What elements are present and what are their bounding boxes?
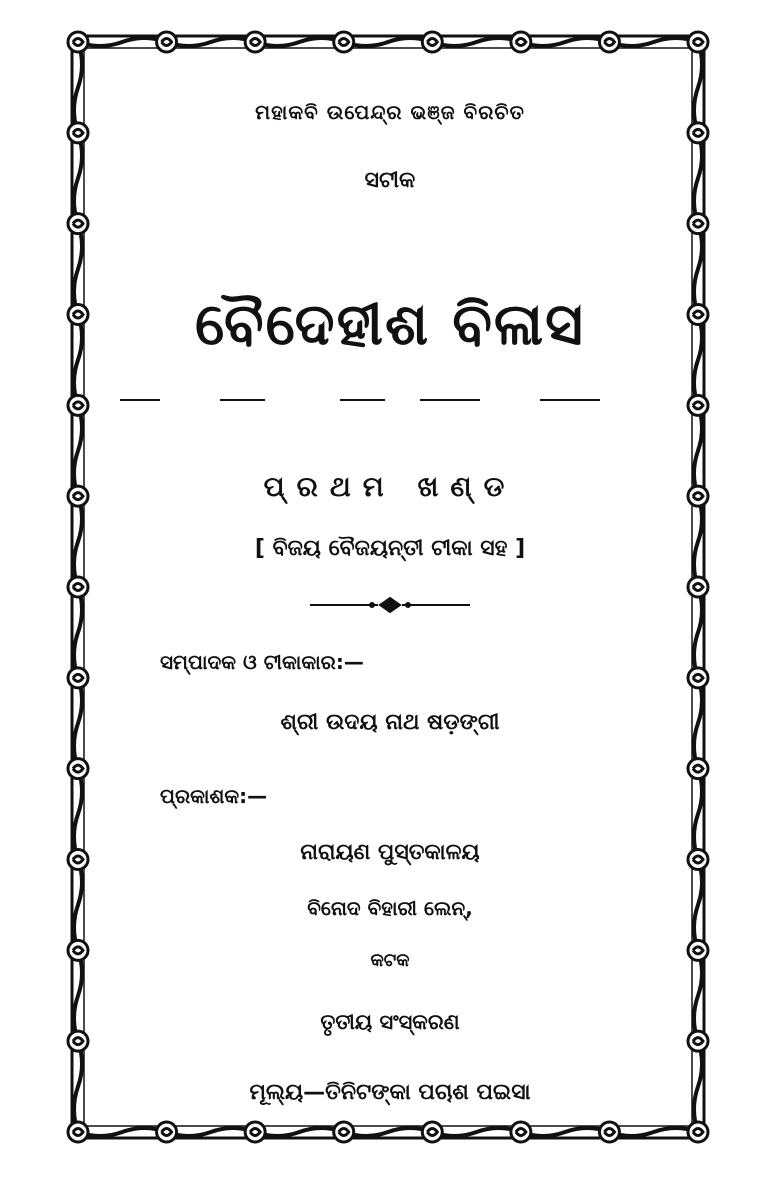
publisher-city: କଟକ: [370, 950, 410, 971]
book-title: ବୈଦେହୀଶ ବିଳାସ: [195, 290, 585, 358]
publisher-address: ବିନୋଦ ବିହାରୀ ଲେନ୍,: [307, 896, 473, 920]
price-line: ମୂଲ୍ୟ—ତିନିଟଙ୍କା ପଚାଶ ପଇସା: [249, 1080, 531, 1105]
edition-number: ତୃତୀୟ ସଂସ୍କରଣ: [320, 1010, 460, 1034]
series-heading: ମହାକବି ଉପେନ୍ଦ୍ର ଭଞ୍ଜ ବିରଚିତ: [255, 100, 525, 124]
title-page-content: [120, 90, 660, 1105]
editor-label: ସମ୍ପାଦକ ଓ ଟୀକାକାର:—: [160, 650, 364, 674]
edition-label: ସଟୀକ: [364, 168, 416, 193]
publisher-name: ନାରାୟଣ ପୁସ୍ତକାଳୟ: [300, 840, 480, 865]
ornamental-divider-icon: [310, 595, 470, 615]
publisher-label: ପ୍ରକାଶକ:—: [160, 784, 268, 808]
title-underline-icon: [120, 390, 660, 410]
part-label: ପ୍ରଥମ ଖଣ୍ଡ: [263, 470, 517, 503]
commentary-note: [ ବିଜୟ ବୈଜୟନ୍ତୀ ଟୀକା ସହ ]: [254, 536, 526, 561]
editor-name: ଶ୍ରୀ ଉଦୟ ନାଥ ଷଡ଼ଙ୍ଗୀ: [280, 710, 500, 735]
